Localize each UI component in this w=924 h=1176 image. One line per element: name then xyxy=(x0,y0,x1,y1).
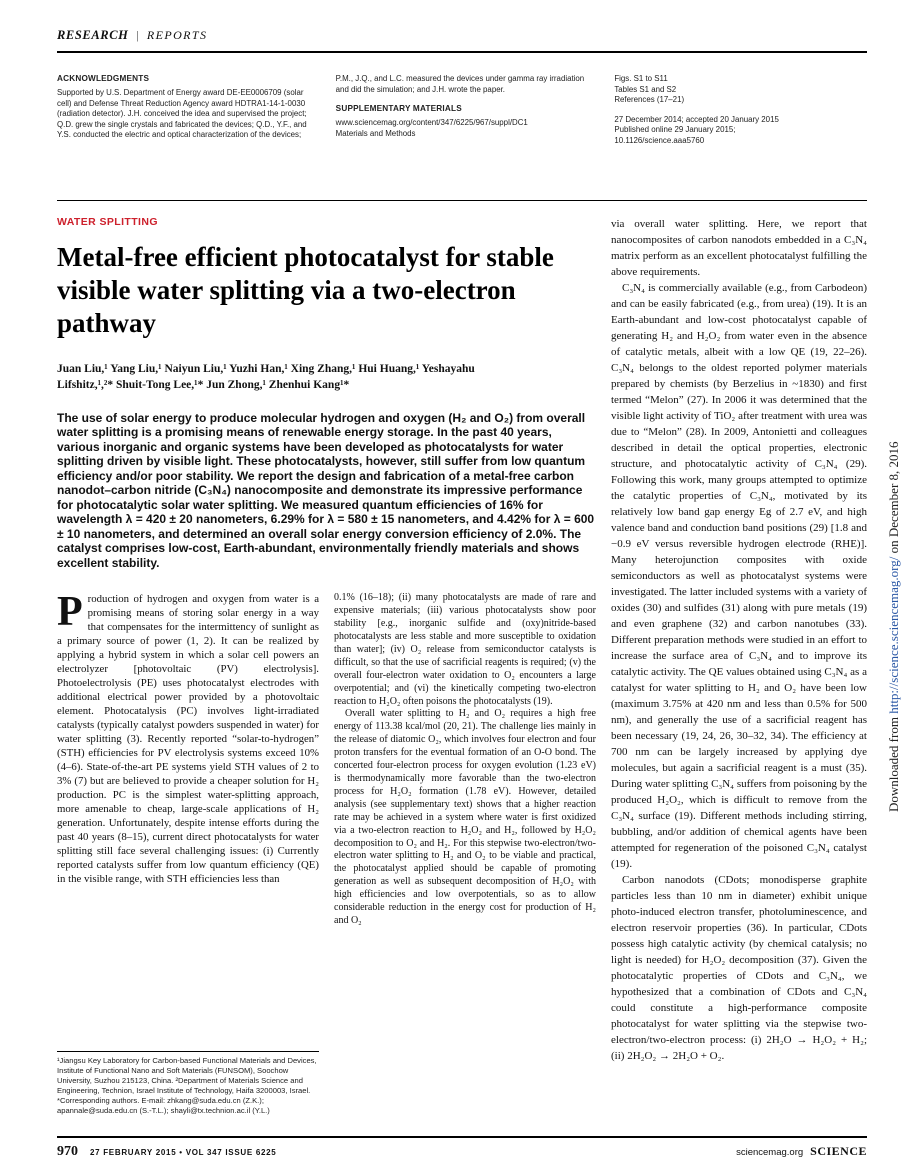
supplementary-materials-contents: Materials and Methods xyxy=(335,128,416,138)
body-paragraph: via overall water splitting. Here, we report that nanocomposites of carbon nanodots embedded in a C₃N₄ matrix perform as an excellent photocatalyst fulfilling the above requirements. xyxy=(611,218,867,278)
received-accepted-dates: 27 December 2014; accepted 20 January 2015 xyxy=(614,114,779,124)
references-dates-column xyxy=(614,74,867,147)
acknowledgments-continued-text: P.M., J.Q., and L.C. measured the devices under gamma ray irradiation and did the simulation; and J.H. wrote the paper. xyxy=(335,74,585,94)
masthead xyxy=(57,26,867,53)
acknowledgments-column xyxy=(57,74,310,147)
drop-cap: P xyxy=(57,592,83,636)
acknowledgments-heading: ACKNOWLEDGMENTS xyxy=(57,74,150,83)
masthead-separator: | xyxy=(136,28,139,42)
section-divider-rule xyxy=(57,200,867,201)
supplementary-tables: Tables S1 and S2 xyxy=(614,84,677,94)
supplementary-references: References (17–21) xyxy=(614,95,685,105)
issue-info: 27 FEBRUARY 2015 • VOL 347 ISSUE 6225 xyxy=(90,1148,277,1157)
download-notice-link[interactable]: http://science.sciencemag.org/ xyxy=(886,556,901,714)
supplementary-materials-url[interactable]: www.sciencemag.org/content/347/6225/967/suppl/DC1 xyxy=(335,118,528,128)
article-abstract: The use of solar energy to produce molecular hydrogen and oxygen (H₂ and O₂) from overall water splitting is a promising means of renewable energy storage. In the past 40 years, various inorganic and organic systems have been developed as photocatalysts for water splitting driven by visible light. These photocatalysts, however, still suffer from low quantum efficiency and/or poor stability. We report the design and fabrication of a metal-free carbon nanodot–carbon nitride (C₃N₄) nanocomposite and demonstrate its impressive performance for photocatalytic solar water splitting. We measured quantum efficiencies of 16% for wavelength λ = 420 ± 20 nanometers, 6.29% for λ = 580 ± 15 nanometers, and 4.42% for λ = 600 ± 10 nanometers, and determined an overall solar energy conversion efficiency of 2.0%. The catalyst comprises low-cost, Earth-abundant, environmentally friendly materials and shows excellent stability. xyxy=(57,410,595,570)
doi: 10.1126/science.aaa5760 xyxy=(614,135,705,145)
article-footnote xyxy=(57,1051,319,1116)
body-column-3 xyxy=(611,216,867,1137)
page-footer xyxy=(57,1136,867,1160)
body-paragraph: C₃N₄ is commercially available (e.g., from Carbodeon) and can be easily fabricated (e.g., from urea) (19). It is an Earth-abundant and low-cost photocatalyst capable of generating H₂ and H₂O₂ from water even in the absence of catalytic metals, albeit with a low QE (19, 22–26). C₃N₄ belongs to the oldest reported polymer materials prepared by chemists (by Berzelius in ~1830) and first termed “Melon” (27). In 2006 it was determined that the visible light activity of TiO₂ after treatment with urea was due to “Melon” (28). In 2009, Antonietti and colleagues described in detail the optical properties, electronic structure, and photocatalytic activity of C₃N₄ (29). Following this work, many groups attempted to optimize the catalytic properties of C₃N₄, motivated by its relatively low band gap energy Eg of 2.7 eV, and high valence band and conduction band positions (29) [1.8 and −0.9 eV versus reversible hydrogen electrode (RHE)]. Many heterojunction composites with oxide semiconductors as well as photocatalyst systems were investigated. The latter included systems with a variety of oxides (30) and sulfides (31) along with pure metals (19) and even graphene (32) and carbon nanotubes (33). Different preparation methods were studied in an effort to increase the surface area of C₃N₄ and to improve its catalytic activity. The QE values obtained using C₃N₄ as a catalyst for water splitting to H₂ and O₂ have been low (maximum 3.75% at 420 nm and less than 0.5% for 500 nm), and generally the use of a sacrificial reagent has been necessary (19, 24, 26, 30–32, 34). The efficiency at 700 nm can be largely increased by applying dye molecules, but again a sacrificial reagent is a must (35). During water splitting C₃N₄ suffers from poisoning by the produced H₂O₂, which is difficult to remove from the C₃N₄ surface (19). Different methods including stirring, bubbling, and/or addition of chemical agents have been attempted for regeneration of the poisoned C₃N₄ catalyst (19). xyxy=(611,282,867,870)
article-authors: Juan Liu,¹ Yang Liu,¹ Naiyun Liu,¹ Yuzhi Han,¹ Xing Zhang,¹ Hui Huang,¹ Yeshayahu Lifshitz,¹,²* Shuit-Tong Lee,¹* Jun Zhong,¹ Zhenhui Kang¹* xyxy=(57,362,475,391)
masthead-section-label: RESEARCH xyxy=(57,28,129,42)
article-title: Metal-free efficient photocatalyst for stable visible water splitting via a two-electron pathway xyxy=(57,242,554,339)
download-notice-suffix: on December 8, 2016 xyxy=(886,441,901,557)
supplementary-column xyxy=(336,74,589,147)
body-paragraph-text: roduction of hydrogen and oxygen from water is a promising means of storing solar energy in a way that compensates for the intermittency of sunlight as a primary source of power (1, 2). It can be realized by applying a hybrid system in which a solar cell powers an electrolyzer [photovoltaic (PV) electrolysis]. Photoelectrolysis (PE) uses photocatalyst electrodes with additional electrical power provided by a photovoltaic element. Photocatalysis (PC) involves light-irradiated catalysts (typically catalyst powders suspended in water) for water splitting (3). Recently reported “solar-to-hydrogen” (STH) efficiencies for PV electrolysis systems exceed 10% (4–6). State-of-the-art PE systems yield STH values of 2 to 3% (7) but are believed to provide a cheaper solution for H₂ production. PC is the simplest water-splitting approach, more amenable to cheap, large-scale applications of H₂ generation. Unfortunately, despite intense efforts during the past 40 years (8–15), current direct photocatalysts for water splitting still face several challenging issues: (i) Currently reported catalysts suffer from low quantum efficiency (QE) in the visible range, with STH efficiencies less than xyxy=(57,593,319,886)
body-paragraph: 0.1% (16–18); (ii) many photocatalysts are made of rare and expensive materials; (iii) various photocatalysts show poor stability [e.g., inorganic sulfide and (oxy)nitride-based photocatalysts are less stable and more susceptible to oxidation than water]; (iv) O₂ release from semiconductor catalysts is difficult, so that the use of sacrificial reagents is required; (v) the overall four-electron water oxidation to O₂ encounters a large overpotential; and (vi) the kinetically competing two-electron reaction to H₂O₂ often poisons the photocatalysts (19). xyxy=(334,592,596,707)
published-online-date: Published online 29 January 2015; xyxy=(614,125,736,135)
body-paragraph: Overall water splitting to H₂ and O₂ requires a high free energy of 113.38 kcal/mol (20, 21). The challenge lies mainly in the release of diatomic O₂, which involves four electron and four proton transfers for the eventual formation of an O-O bond. The concerted four-electron process for oxygen evolution (1.23 eV) is thermodynamically more favorable than the two-electron process for H₂O₂ formation (1.78 eV). However, detailed analysis (see supplementary text) shows that a higher reaction rate may be achieved in a system where water is first oxidized via a two-electron reaction to H₂O₂ and H₂, followed by H₂O₂ decomposition to O₂ and H₂. For this stepwise two-electron/two-electron water splitting to H₂ and O₂ to be viable and practical, the photocatalyst applied should be capable of promoting generation as well as subsequent decomposition of H₂O₂ with high efficiencies and low overpotentials, so as to allow considerable reduction in the energy cost for production of H₂ and O₂ xyxy=(334,708,596,926)
footer-site-url: sciencemag.org xyxy=(736,1147,804,1158)
front-matter xyxy=(57,74,867,147)
body-paragraph xyxy=(57,592,319,886)
article-kicker: WATER SPLITTING xyxy=(57,216,158,228)
download-notice-prefix: Downloaded from xyxy=(886,713,901,812)
acknowledgments-text: Supported by U.S. Department of Energy award DE-EE0006709 (solar cell) and Defense Threat Reduction Agency award HDTRA1-14-1-0030 (radiation detector). J.H. conceived the idea and supervised the project; Q.D. grew the single crystals and fabricated the devices; Q.D., Y.F., and Y.S. conducted the electric and optical characterization of the devices; xyxy=(57,87,307,140)
supplementary-figs: Figs. S1 to S11 xyxy=(614,74,668,83)
body-column-2 xyxy=(334,592,596,1116)
footnote-correspondence: *Corresponding authors. E-mail: zhkang@suda.edu.cn (Z.K.); apannale@suda.edu.cn (S.-T.L.); shayli@tx.technion.ac.il (Y.L.) xyxy=(57,1096,270,1116)
body-column-1 xyxy=(57,592,319,1116)
article-body-columns xyxy=(57,592,596,1116)
footer-journal-name: SCIENCE xyxy=(810,1144,867,1158)
article xyxy=(57,216,867,1137)
masthead-subsection-label: REPORTS xyxy=(146,28,208,42)
footer-right xyxy=(736,1144,867,1159)
footnote-affiliations: ¹Jiangsu Key Laboratory for Carbon-based Functional Materials and Devices, Institute of Functional Nano and Soft Materials (FUNSOM), Soochow University, Suzhou 215123, China. ²Department of Materials Science and Engineering, Technion, Israel Institute of Technology, Haifa 3200003, Israel. xyxy=(57,1056,317,1096)
article-title-block xyxy=(57,216,596,1137)
body-paragraph: Carbon nanodots (CDots; monodisperse graphite particles less than 10 nm in diameter) exhibit unique photo-induced electron transfer, photoluminescence, and electron reservoir properties (36). In particular, CDots possess high catalytic activity (by chemical catalysis; no light is needed) for H₂O₂ decomposition (37). Given the photocatalytic properties of CDots and C₃N₄, we hypothesized that a combination of CDots and C₃N₄ could constitute a high-performance composite photocatalyst for water splitting via the stepwise two-electron/two-electron process: (i) 2H₂O → H₂O₂ + H₂; (ii) 2H₂O₂ → 2H₂O + O₂. xyxy=(611,874,867,1062)
download-notice xyxy=(886,342,902,812)
supplementary-materials-heading: SUPPLEMENTARY MATERIALS xyxy=(335,104,462,114)
page-number: 970 xyxy=(57,1144,78,1159)
